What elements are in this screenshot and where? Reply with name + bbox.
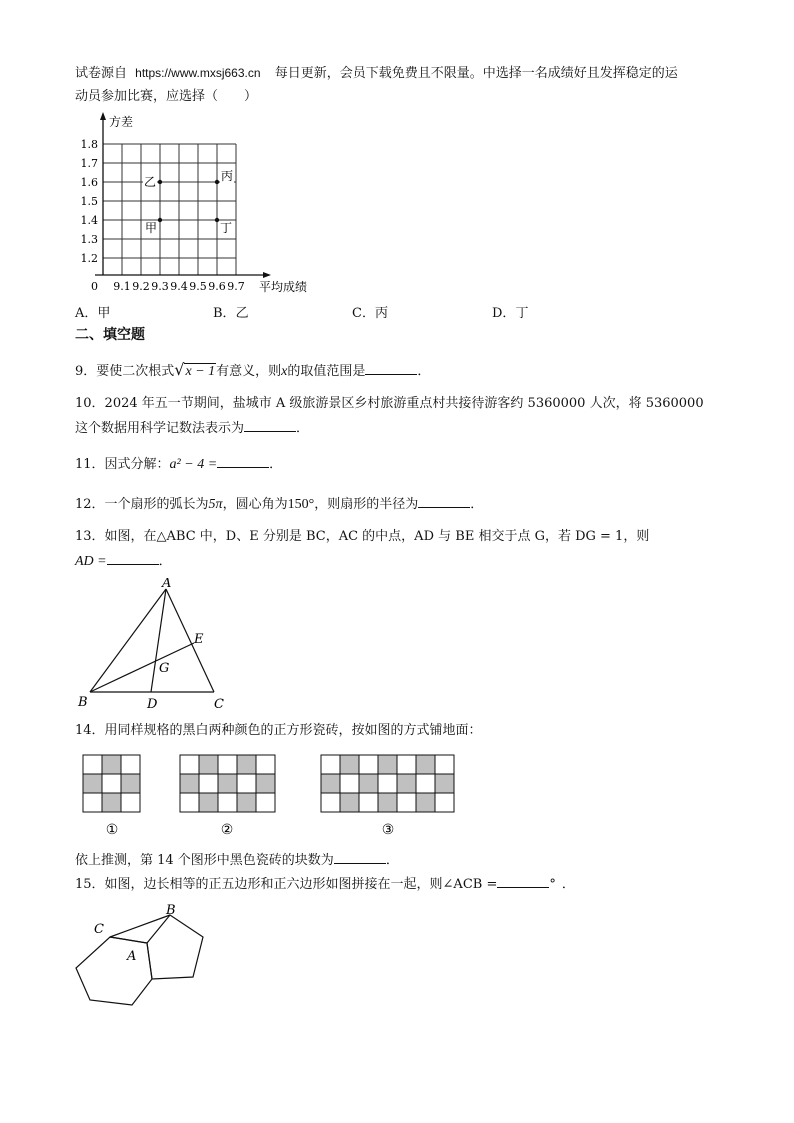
q12-mid: ，圆心角为	[222, 497, 288, 512]
q10-end: ．	[296, 421, 310, 436]
option-b-letter: B．	[213, 306, 236, 321]
answer-blank-14[interactable]	[334, 851, 386, 864]
question-12	[75, 495, 483, 514]
option-a[interactable]	[75, 302, 110, 321]
tile-patterns	[78, 750, 458, 840]
black-tile	[199, 755, 218, 774]
q14-end: ．	[385, 853, 399, 868]
option-b-text: 乙	[235, 306, 249, 321]
label-e: E	[194, 632, 204, 647]
y-axis-arrow	[100, 112, 106, 120]
white-tile	[180, 755, 199, 774]
white-tile	[416, 774, 435, 793]
y-tick-label: 1.4	[80, 214, 98, 227]
y-axis-label: 方差	[109, 115, 134, 129]
white-tile	[218, 755, 237, 774]
option-d[interactable]	[492, 302, 528, 321]
q9-end: ．	[417, 364, 431, 379]
white-tile	[435, 793, 454, 812]
label-c15: C	[94, 922, 104, 937]
data-point	[215, 218, 219, 222]
white-tile	[83, 793, 102, 812]
hexagon	[76, 937, 152, 1005]
black-tile	[340, 755, 359, 774]
answer-blank-9[interactable]	[365, 362, 417, 375]
black-tile	[102, 755, 121, 774]
q15-unit: °	[549, 877, 556, 892]
question-11	[75, 455, 282, 474]
question-14-line1: 14．用同样规格的黑白两种颜色的正方形瓷砖，按如图的方式铺地面：	[75, 723, 482, 738]
option-a-text: 甲	[97, 306, 111, 321]
label-a15: A	[127, 949, 137, 964]
question-10-line1: 10．2024 年五一节期间，盐城市 A 级旅游景区乡村旅游重点村共接待游客约 5360000 人次，将 5360000	[75, 396, 704, 411]
polygon-figure	[70, 900, 240, 1015]
label-b: B	[78, 695, 88, 710]
x-tick-label: 9.4	[170, 280, 188, 293]
y-tick-label: 1.3	[80, 233, 98, 246]
black-tile	[416, 755, 435, 774]
x-tick-label: 9.3	[151, 280, 169, 293]
x-tick-label: 9.2	[132, 280, 150, 293]
q8-variance-chart	[75, 110, 310, 300]
side-ab	[90, 589, 166, 692]
q9-pre: 9．要使二次根式	[75, 364, 175, 379]
caption-2: ②	[220, 822, 234, 838]
option-c-text: 丙	[374, 306, 388, 321]
white-tile	[340, 774, 359, 793]
x-tick-label: 9.1	[113, 280, 131, 293]
black-tile	[121, 774, 140, 793]
black-tile	[378, 793, 397, 812]
answer-blank-13[interactable]	[107, 552, 159, 565]
q11-end: ．	[269, 457, 283, 472]
caption-3: ③	[381, 822, 395, 838]
q10-line2-text: 这个数据用科学记数法表示为	[75, 421, 245, 436]
option-d-letter: D．	[492, 306, 516, 321]
triangle-figure	[70, 578, 240, 713]
q12-post: ，则扇形的半径为	[314, 497, 419, 512]
option-b[interactable]	[213, 302, 249, 321]
q9-var: x	[281, 364, 288, 379]
q11-pre: 11．因式分解：	[75, 457, 170, 472]
option-d-text: 丁	[515, 306, 529, 321]
black-tile	[416, 793, 435, 812]
black-tile	[256, 774, 275, 793]
label-d: D	[147, 697, 158, 712]
black-tile	[83, 774, 102, 793]
white-tile	[218, 793, 237, 812]
header-line	[75, 64, 678, 83]
x-tick-label: 9.6	[208, 280, 226, 293]
question-15	[75, 875, 575, 894]
data-point	[215, 180, 219, 184]
segment-ca	[110, 937, 147, 943]
option-c[interactable]	[352, 302, 388, 321]
q11-expr: a² − 4 =	[169, 457, 218, 472]
median-ad	[151, 589, 166, 692]
black-tile	[378, 755, 397, 774]
y-tick-label: 1.2	[80, 252, 98, 265]
q8-text-line2: 动员参加比赛，应选择（ ）	[75, 89, 258, 104]
question-10-line2	[75, 419, 309, 438]
caption-1: ①	[105, 822, 119, 838]
side-ac	[166, 589, 214, 692]
origin-label: 0	[91, 280, 98, 293]
question-13-line1: 13．如图，在△ABC 中，D、E 分别是 BC，AC 的中点，AD 与 BE 相交于点 G，若 DG = 1，则	[75, 529, 650, 544]
white-tile	[359, 793, 378, 812]
update-notice: 每日更新，会员下载免费且不限量。	[274, 66, 483, 81]
option-c-letter: C．	[352, 306, 375, 321]
y-tick-label: 1.7	[80, 157, 98, 170]
point-label: 丙	[221, 169, 234, 183]
data-point	[158, 218, 162, 222]
q9-post: 的取值范围是	[287, 364, 366, 379]
q15-end: ．	[561, 877, 575, 892]
white-tile	[321, 793, 340, 812]
data-point	[158, 180, 162, 184]
question-14-line2	[75, 851, 399, 870]
sqrt-sign: √	[174, 360, 185, 379]
black-tile	[237, 793, 256, 812]
label-c: C	[214, 697, 224, 712]
median-be	[90, 643, 194, 692]
black-tile	[237, 755, 256, 774]
q12-pre: 12．一个扇形的弧长为	[75, 497, 209, 512]
x-axis-arrow	[263, 272, 271, 278]
white-tile	[435, 755, 454, 774]
black-tile	[180, 774, 199, 793]
q9-mid: 有意义，则	[216, 364, 282, 379]
label-a: A	[162, 578, 172, 591]
white-tile	[121, 755, 140, 774]
white-tile	[321, 755, 340, 774]
source-url[interactable]: https://www.mxsj663.cn	[135, 66, 261, 80]
black-tile	[321, 774, 340, 793]
white-tile	[180, 793, 199, 812]
q9-radicand: x − 1	[185, 364, 216, 379]
black-tile	[435, 774, 454, 793]
white-tile	[199, 774, 218, 793]
label-b15: B	[166, 903, 176, 918]
q15-text: 15．如图，边长相等的正五边形和正六边形如图拼接在一起，则∠ACB =	[75, 877, 498, 892]
black-tile	[359, 774, 378, 793]
black-tile	[199, 793, 218, 812]
white-tile	[378, 774, 397, 793]
q12-angle: 150°	[287, 497, 315, 512]
y-tick-label: 1.8	[80, 138, 98, 151]
y-tick-label: 1.6	[80, 176, 98, 189]
white-tile	[397, 755, 416, 774]
white-tile	[256, 755, 275, 774]
white-tile	[121, 793, 140, 812]
white-tile	[237, 774, 256, 793]
q12-arc: 5π	[208, 497, 223, 512]
white-tile	[397, 793, 416, 812]
white-tile	[102, 774, 121, 793]
x-tick-label: 9.5	[189, 280, 207, 293]
black-tile	[218, 774, 237, 793]
x-tick-label: 9.7	[227, 280, 245, 293]
question-9	[75, 361, 430, 381]
white-tile	[359, 755, 378, 774]
label-g: G	[159, 661, 170, 676]
answer-blank-15[interactable]	[497, 875, 549, 888]
answer-blank-11[interactable]	[217, 455, 269, 468]
black-tile	[397, 774, 416, 793]
pentagon	[147, 915, 203, 979]
question-13-line2	[75, 552, 172, 571]
black-tile	[102, 793, 121, 812]
q14-line2-text: 依上推测，第 14 个图形中黑色瓷砖的块数为	[75, 853, 334, 868]
section-title: 二、填空题	[75, 327, 145, 343]
answer-blank-10[interactable]	[244, 419, 296, 432]
q8-text-line1: 中选择一名成绩好且发挥稳定的运	[482, 66, 678, 81]
white-tile	[256, 793, 275, 812]
point-label: 乙	[144, 175, 157, 189]
source-label: 试卷源自	[75, 66, 128, 81]
black-tile	[340, 793, 359, 812]
q13-ad: AD =	[75, 554, 107, 569]
point-label: 丁	[220, 221, 233, 235]
q13-end: ．	[158, 554, 172, 569]
option-a-letter: A．	[75, 306, 98, 321]
q12-end: ．	[470, 497, 484, 512]
answer-blank-12[interactable]	[418, 495, 470, 508]
point-label: 甲	[145, 221, 158, 235]
white-tile	[83, 755, 102, 774]
x-axis-label: 平均成绩	[259, 280, 308, 294]
y-tick-label: 1.5	[80, 195, 98, 208]
